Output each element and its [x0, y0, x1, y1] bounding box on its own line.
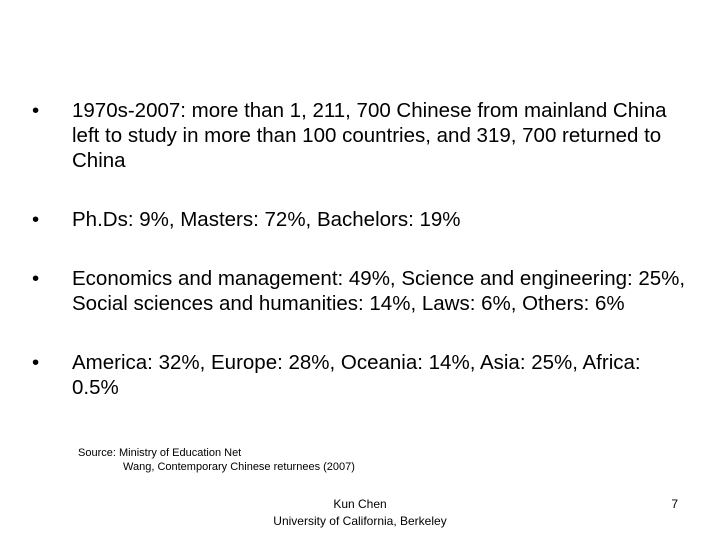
bullet-icon: •: [32, 267, 40, 290]
bullet-text: 1970s-2007: more than 1, 211, 700 Chinese from mainland China left to study in more than 100 countries, and 319, 700 returned to China: [72, 99, 667, 172]
source-line-wang: Wang, Contemporary Chinese returnees (2007): [123, 461, 355, 473]
bullet-item: [32, 98, 692, 173]
bullet-icon: •: [32, 351, 40, 374]
footer-affiliation: University of California, Berkeley: [273, 514, 447, 528]
footer-author: Kun Chen: [333, 497, 387, 511]
bullet-item: [32, 350, 692, 400]
bullet-icon: •: [32, 208, 40, 231]
bullet-item: [32, 207, 692, 232]
source-line-ministry: Source: Ministry of Education Net: [78, 447, 242, 459]
page-number: 7: [671, 497, 678, 511]
source-citation: [78, 446, 355, 474]
bullet-text: Ph.Ds: 9%, Masters: 72%, Bachelors: 19%: [72, 208, 461, 231]
bullet-icon: •: [32, 99, 40, 122]
footer-author-block: [230, 496, 490, 530]
bullet-text: Economics and management: 49%, Science and engineering: 25%, Social sciences and humanities: 14%, Laws: 6%, Others: 6%: [72, 267, 686, 315]
bullet-text: America: 32%, Europe: 28%, Oceania: 14%, Asia: 25%, Africa: 0.5%: [72, 351, 641, 399]
bullet-item: [32, 266, 692, 316]
bullet-list: [32, 98, 692, 434]
